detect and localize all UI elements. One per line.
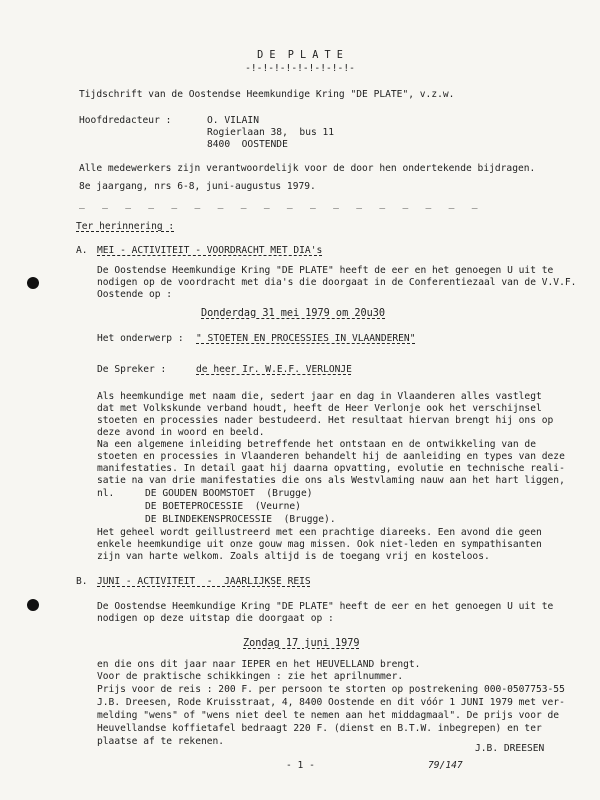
section-b-intro-1: De Oostendse Heemkundige Kring "DE PLATE" heeft de eer en het genoegen U uit te (97, 601, 554, 612)
archive-reference: 79/147 (428, 760, 463, 771)
editor-street: Rogierlaan 38, bus 11 (207, 127, 335, 138)
section-a-date: Donderdag 31 mei 1979 om 20u30 (201, 308, 386, 319)
section-b-heading: JUNI - ACTIVITEIT - JAARLIJKSE REIS (97, 576, 311, 587)
section-a-body-8: satie na van drie manifestaties die ons als Westvlaming nauw aan het hart liggen, (97, 475, 565, 486)
section-b-body-2: Voor de praktische schikkingen : zie het aprilnummer. (97, 671, 404, 682)
editor-label: Hoofdredacteur : (79, 115, 172, 126)
section-a-body-5: Na een algemene inleiding betreffende het ontstaan en de ontwikkeling van de (97, 439, 536, 450)
section-b-body-5: melding "wens" of "wens niet deel te nemen aan het middagmaal". De prijs voor de (97, 710, 560, 721)
section-b-body-1: en die ons dit jaar naar IEPER en het HEUVELLAND brengt. (97, 659, 421, 670)
section-a-intro-1: De Oostendse Heemkundige Kring "DE PLATE" heeft de eer en het genoegen U uit te (97, 265, 554, 276)
section-a-body-1: Als heemkundige met naam die, sedert jaar en dag in Vlaanderen alles vastlegt (97, 391, 542, 402)
section-a-subject-label: Het onderwerp : (97, 333, 184, 344)
page-number: - 1 - (286, 760, 315, 771)
section-a-intro-2: nodigen op de voordracht met dia's die doorgaat in de Conferentiezaal van de V.V.F. (97, 277, 577, 288)
section-b-body-4: J.B. Dreesen, Rode Kruisstraat, 4, 8400 Oostende en dit vóór 1 JUNI 1979 met ver- (97, 697, 565, 708)
section-a-body-4: deze avond in woord en beeld. (97, 427, 265, 438)
section-b-date: Zondag 17 juni 1979 (243, 638, 360, 649)
reminder-heading: Ter herinnering : (76, 221, 175, 232)
punch-hole-top (27, 277, 39, 289)
section-a-speaker: de heer Ir. W.E.F. VERLONJE (196, 364, 352, 375)
section-a-list-item-1: DE GOUDEN BOOMSTOET (Brugge) (145, 488, 313, 499)
section-a-list-item-2: DE BOETEPROCESSIE (Veurne) (145, 501, 301, 512)
section-a-closing-2: enkele heemkundige uit onze gouw mag missen. Ook niet-leden en sympathisanten (97, 539, 542, 550)
section-a-closing-1: Het geheel wordt geillustreerd met een prachtige diareeks. Een avond die geen (97, 527, 542, 538)
section-a-speaker-label: De Spreker : (97, 364, 167, 375)
section-b-body-3: Prijs voor de reis : 200 F. per persoon te storten op postrekening 000-0507753-55 (97, 684, 565, 695)
section-a-heading: MEI - ACTIVITEIT - VOORDRACHT MET DIA's (97, 245, 323, 256)
section-a-body-2: dat met Volkskunde verband houdt, heeft de Heer Verlonje ook het verschijnsel (97, 403, 542, 414)
section-b-intro-2: nodigen op deze uitstap die doorgaat op : (97, 613, 334, 624)
section-b-letter: B. (76, 576, 88, 587)
signature: J.B. DREESEN (475, 743, 545, 754)
section-a-body-7: manifestaties. In detail gaat hij daarna opvatting, evolutie en technische reali- (97, 463, 565, 474)
issue-info: 8e jaargang, nrs 6-8, juni-augustus 1979. (79, 181, 316, 192)
section-a-body-6: stoeten en processies in Vlaanderen behandelt hij de aanleiding en types van deze (97, 451, 565, 462)
separator-line: _ _ _ _ _ _ _ _ _ _ _ _ _ _ _ _ _ _ (79, 198, 478, 209)
section-a-body-3: stoeten en processies nader bestudeerd. Het resultaat hiervan brengt hij ons op (97, 415, 554, 426)
section-a-list-prefix: nl. (97, 488, 115, 499)
editor-name: O. VILAIN (207, 115, 259, 126)
section-b-body-7: plaatse af te rekenen. (97, 736, 225, 747)
contributors-notice: Alle medewerkers zijn verantwoordelijk voor de door hen ondertekende bijdragen. (79, 163, 536, 174)
section-a-intro-3: Oostende op : (97, 289, 173, 300)
section-a-list-item-3: DE BLINDEKENSPROCESSIE (Brugge). (145, 514, 336, 525)
masthead-subtitle: Tijdschrift van de Oostendse Heemkundige Kring "DE PLATE", v.z.w. (79, 89, 455, 100)
punch-hole-bottom (27, 599, 39, 611)
section-b-body-6: Heuvellandse koffietafel bedraagt 220 F. (dienst en B.T.W. inbegrepen) en ter (97, 723, 542, 734)
masthead-title: D E P L A T E (257, 50, 343, 61)
masthead-rule: -!-!-!-!-!-!-!-!-!- (245, 63, 355, 74)
section-a-closing-3: zijn van harte welkom. Zoals altijd is de toegang vrij en kosteloos. (97, 551, 490, 562)
section-a-letter: A. (76, 245, 88, 256)
editor-city: 8400 OOSTENDE (207, 139, 288, 150)
section-a-subject: " STOETEN EN PROCESSIES IN VLAANDEREN" (196, 333, 416, 344)
